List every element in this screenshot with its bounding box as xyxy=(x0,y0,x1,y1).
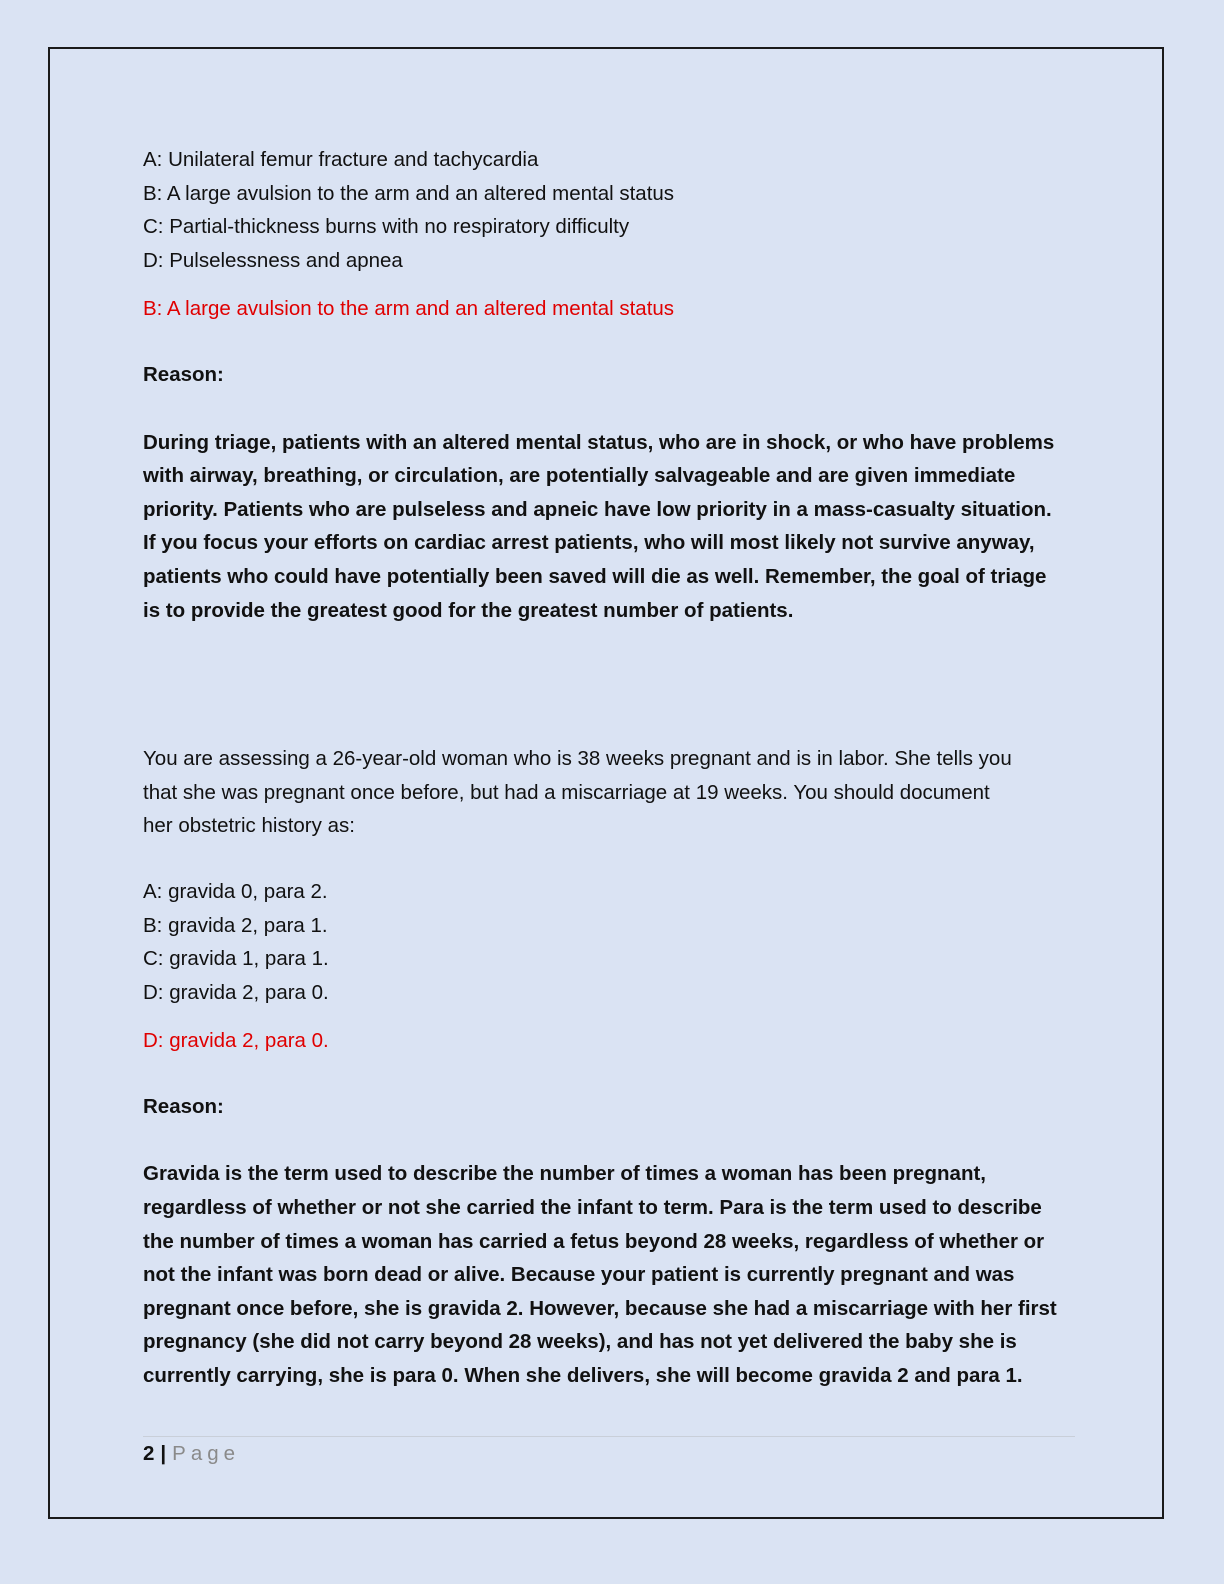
q2-question-line: that she was pregnant once before, but had a miscarriage at 19 weeks. You should document xyxy=(143,780,990,804)
q1-reason-line: patients who could have potentially been saved will die as well. Remember, the goal of triage xyxy=(143,564,1047,588)
q1-answer: B: A large avulsion to the arm and an altered mental status xyxy=(143,297,675,321)
q1-option-b: B: A large avulsion to the arm and an altered mental status xyxy=(143,181,675,205)
document-content xyxy=(143,143,1078,1393)
q2-reason-label: Reason: xyxy=(143,1094,224,1118)
q2-option-b: B: gravida 2, para 1. xyxy=(143,913,328,937)
q2-question-line: You are assessing a 26-year-old woman who is 38 weeks pregnant and is in labor. She tells you xyxy=(143,747,1012,771)
q2-option-d: D: gravida 2, para 0. xyxy=(143,980,329,1004)
q2-question xyxy=(143,742,1078,843)
page-number: 2 xyxy=(143,1442,155,1465)
q2-options xyxy=(143,875,1078,1009)
q1-reason-label: Reason: xyxy=(143,362,224,386)
q1-reason-line: During triage, patients with an altered mental status, who are in shock, or who have problems xyxy=(143,430,1055,454)
q1-reason-line: priority. Patients who are pulseless and apneic have low priority in a mass-casualty situation. xyxy=(143,497,1052,521)
footer-separator: | xyxy=(160,1442,167,1465)
q2-reason-line: the number of times a woman has carried a fetus beyond 28 weeks, regardless of whether or xyxy=(143,1229,1045,1253)
q1-reason-line: is to provide the greatest good for the greatest number of patients. xyxy=(143,598,794,622)
q1-reason-line: with airway, breathing, or circulation, are potentially salvageable and are given immediate xyxy=(143,464,1016,488)
q2-option-c: C: gravida 1, para 1. xyxy=(143,947,329,971)
q2-answer: D: gravida 2, para 0. xyxy=(143,1029,329,1053)
q2-question-line: her obstetric history as: xyxy=(143,814,355,838)
q1-options xyxy=(143,143,1078,277)
q1-reason xyxy=(143,426,1078,628)
q2-reason-line: not the infant was born dead or alive. Because your patient is currently pregnant and was xyxy=(143,1263,1015,1287)
q2-reason-line: currently carrying, she is para 0. When she delivers, she will become gravida 2 and para 1. xyxy=(143,1364,1023,1388)
q1-option-d: D: Pulselessness and apnea xyxy=(143,248,403,272)
page-label: Page xyxy=(172,1442,241,1465)
q1-reason-line: If you focus your efforts on cardiac arrest patients, who will most likely not survive anyway, xyxy=(143,531,1035,555)
q2-reason xyxy=(143,1157,1078,1392)
q1-option-c: C: Partial-thickness burns with no respiratory difficulty xyxy=(143,215,630,239)
q2-reason-line: pregnancy (she did not carry beyond 28 weeks), and has not yet delivered the baby she is xyxy=(143,1330,1017,1354)
q1-option-a: A: Unilateral femur fracture and tachycardia xyxy=(143,148,539,171)
q2-option-a: A: gravida 0, para 2. xyxy=(143,879,328,903)
q2-reason-line: regardless of whether or not she carried the infant to term. Para is the term used to describe xyxy=(143,1196,1042,1220)
page-footer xyxy=(143,1439,240,1469)
q2-reason-line: pregnant once before, she is gravida 2. However, because she had a miscarriage with her first xyxy=(143,1296,1057,1320)
q2-reason-line: Gravida is the term used to describe the number of times a woman has been pregnant, xyxy=(143,1162,986,1186)
footer-divider xyxy=(143,1436,1075,1437)
